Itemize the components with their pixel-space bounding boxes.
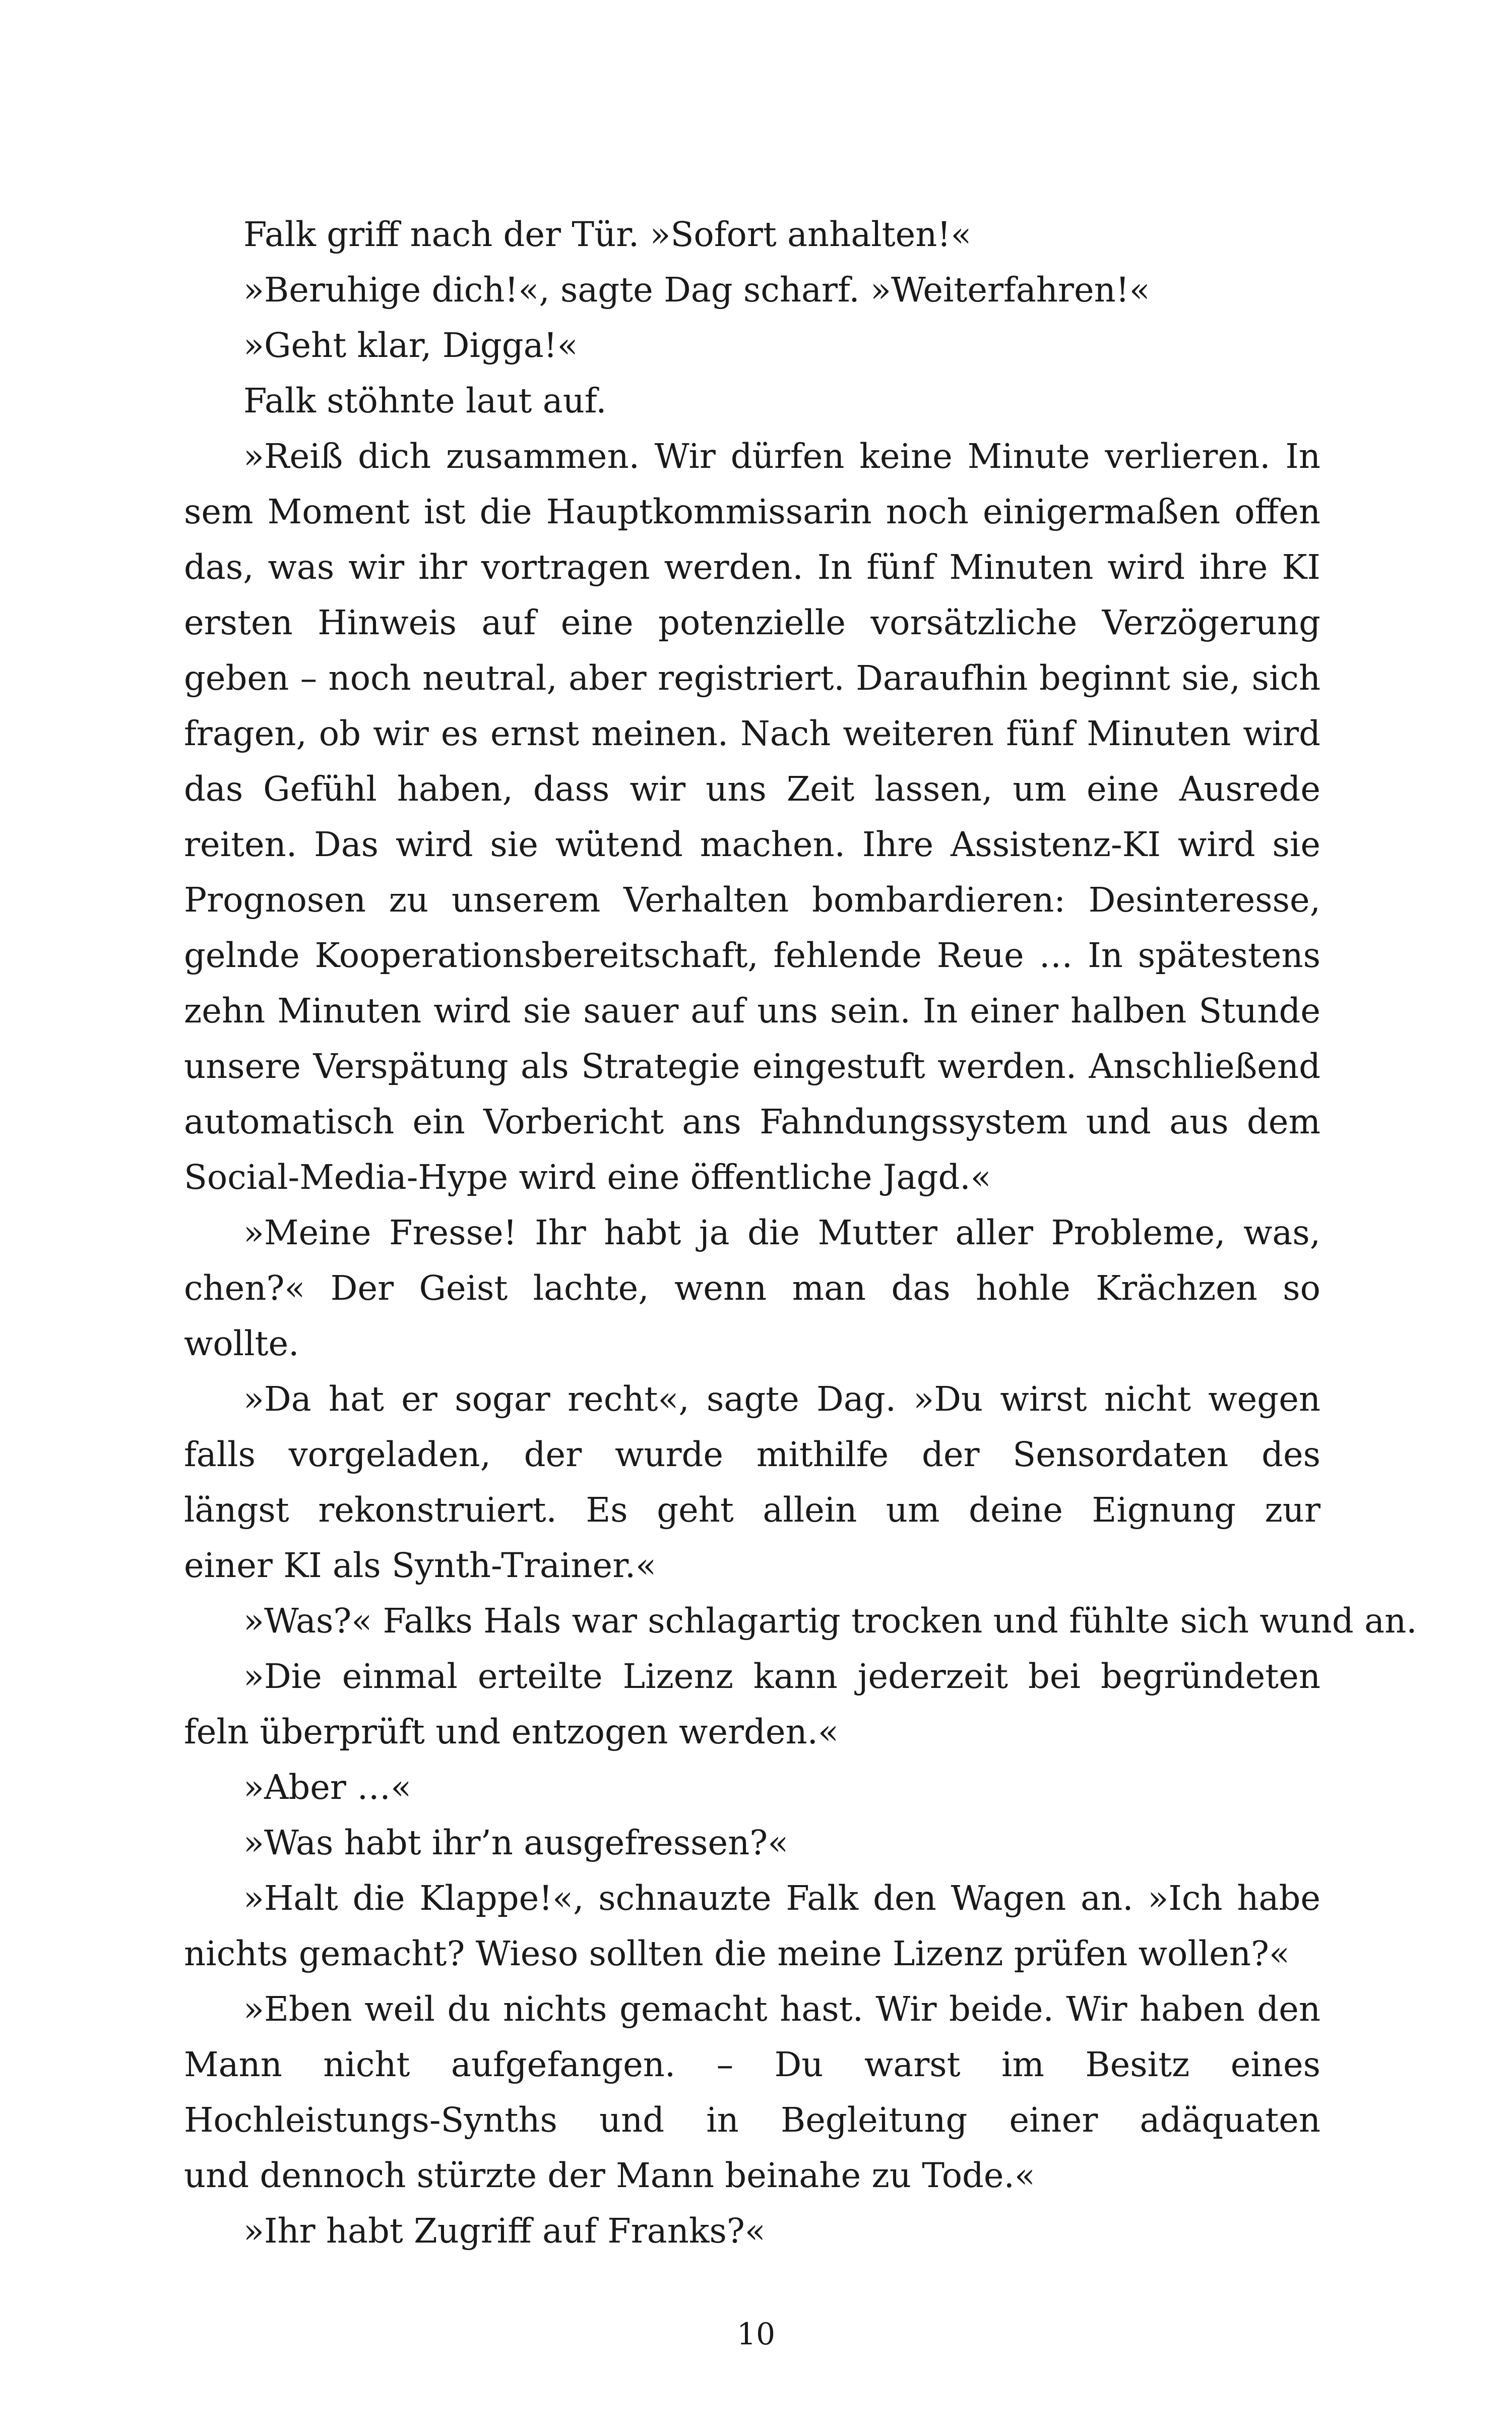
text-line: sem Moment ist die Hauptkommissarin noch einigermaßen offen xyxy=(184,492,1320,531)
text-line: »Aber …« xyxy=(243,1768,412,1807)
text-line: das, was wir ihr vortragen werden. In fünf Minuten wird ihre KI xyxy=(184,548,1320,587)
text-line: und dennoch stürzte der Mann beinahe zu Tode.« xyxy=(184,2156,1035,2195)
text-line: ersten Hinweis auf eine potenzielle vorsätzliche Verzögerung xyxy=(184,603,1320,642)
text-line: feln überprüft und entzogen werden.« xyxy=(184,1712,839,1751)
text-line: fragen, ob wir es ernst meinen. Nach weiteren fünf Minuten wird xyxy=(184,714,1320,753)
text-line: unsere Verspätung als Strategie eingestuft werden. Anschließend xyxy=(184,1047,1320,1086)
text-line: »Was?« Falks Hals war schlagartig trocken und fühlte sich wund an. xyxy=(243,1601,1417,1641)
text-line: »Geht klar, Digga!« xyxy=(243,326,578,365)
text-line: automatisch ein Vorbericht ans Fahndungssystem und aus dem xyxy=(184,1102,1320,1141)
text-line: zehn Minuten wird sie sauer auf uns sein. In einer halben Stunde xyxy=(184,991,1320,1031)
text-line: »Da hat er sogar recht«, sagte Dag. »Du wirst nicht wegen xyxy=(243,1379,1320,1419)
text-line: »Die einmal erteilte Lizenz kann jederzeit bei begründeten xyxy=(243,1657,1320,1696)
text-line: nichts gemacht? Wieso sollten die meine Lizenz prüfen wollen?« xyxy=(184,1934,1290,1973)
text-line: »Halt die Klappe!«, schnauzte Falk den Wagen an. »Ich habe xyxy=(243,1879,1320,1918)
text-line: »Was habt ihr’n ausgefressen?« xyxy=(243,1823,789,1862)
text-line: falls vorgeladen, der wurde mithilfe der Sensordaten des xyxy=(184,1435,1320,1474)
text-line: das Gefühl haben, dass wir uns Zeit lassen, um eine Ausrede xyxy=(184,769,1320,809)
text-line: chen?« Der Geist lachte, wenn man das hohle Krächzen so xyxy=(184,1268,1320,1308)
text-line: »Ihr habt Zugriff auf Franks?« xyxy=(243,2211,766,2251)
text-line: einer KI als Synth-Trainer.« xyxy=(184,1546,657,1585)
body-text xyxy=(184,207,1417,2259)
text-line: gelnde Kooperationsbereitschaft, fehlende Reue … In spätestens xyxy=(184,936,1320,975)
text-line: Falk stöhnte laut auf. xyxy=(243,381,607,420)
text-line: Prognosen zu unserem Verhalten bombardieren: Desinteresse, xyxy=(184,880,1320,920)
text-line: geben – noch neutral, aber registriert. Daraufhin beginnt sie, sich xyxy=(184,658,1320,698)
text-line: »Meine Fresse! Ihr habt ja die Mutter aller Probleme, was, xyxy=(243,1213,1320,1252)
text-line: Falk griff nach der Tür. »Sofort anhalten!« xyxy=(243,215,972,254)
text-line: reiten. Das wird sie wütend machen. Ihre Assistenz-KI wird sie xyxy=(184,825,1320,864)
page-number: 10 xyxy=(736,2317,776,2352)
text-line: Social-Media-Hype wird eine öffentliche Jagd.« xyxy=(184,1158,991,1197)
text-line: wollte. xyxy=(184,1324,299,1363)
text-line: Mann nicht aufgefangen. – Du warst im Besitz eines xyxy=(184,2045,1320,2084)
text-line: »Reiß dich zusammen. Wir dürfen keine Minute verlieren. In xyxy=(243,437,1320,476)
text-line: »Beruhige dich!«, sagte Dag scharf. »Weiterfahren!« xyxy=(243,270,1150,310)
text-line: »Eben weil du nichts gemacht hast. Wir beide. Wir haben den xyxy=(243,1989,1320,2029)
text-line: längst rekonstruiert. Es geht allein um deine Eignung zur xyxy=(184,1490,1320,1530)
text-line: Hochleistungs-Synths und in Begleitung einer adäquaten xyxy=(184,2100,1320,2140)
